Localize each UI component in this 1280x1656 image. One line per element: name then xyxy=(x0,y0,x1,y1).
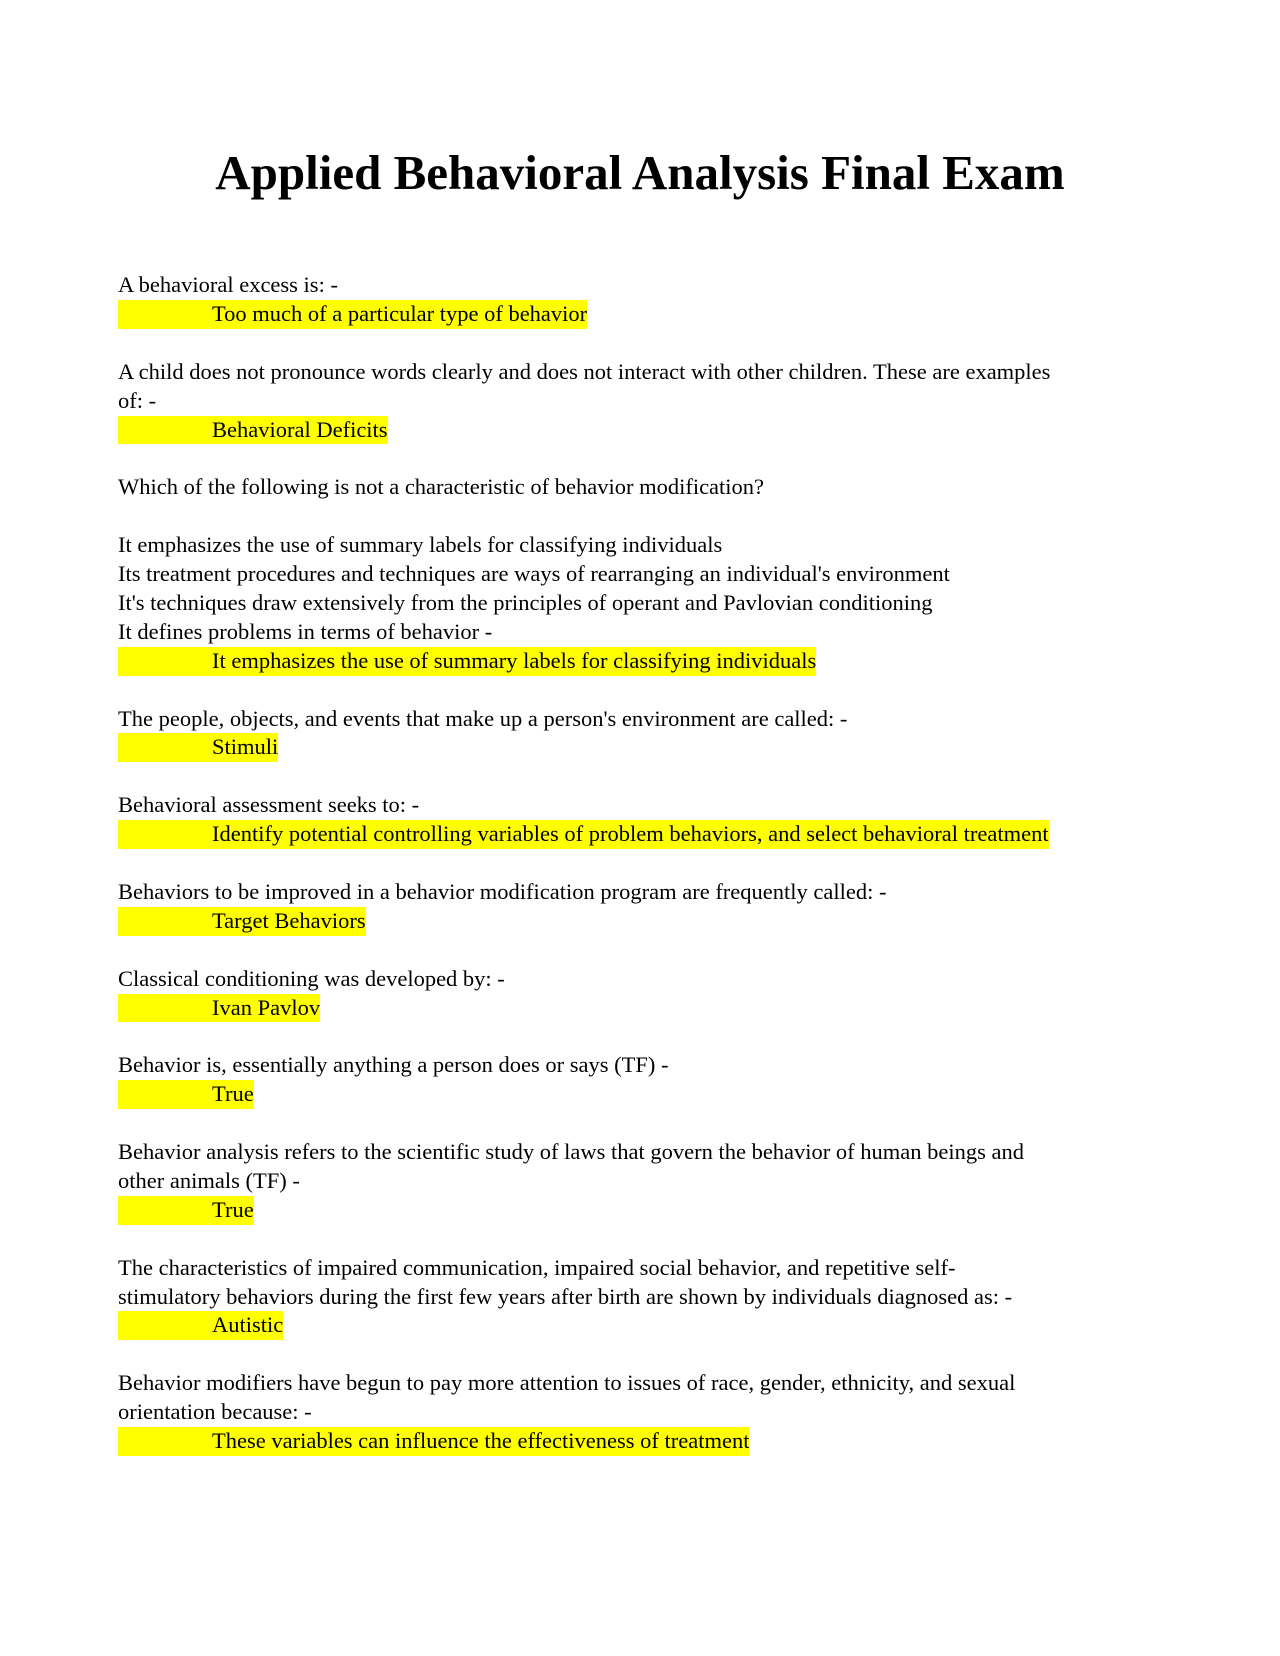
question-text: Which of the following is not a characteristic of behavior modification? xyxy=(118,474,765,500)
highlighted-answer: These variables can influence the effectiveness of treatment xyxy=(118,1427,749,1456)
highlighted-answer: Behavioral Deficits xyxy=(118,416,388,445)
qa-item xyxy=(118,965,1168,1023)
question-text: Classical conditioning was developed by: - xyxy=(118,965,505,991)
qa-list xyxy=(118,271,1168,1485)
question-text: stimulatory behaviors during the first few years after birth are shown by individuals diagnosed as: - xyxy=(118,1283,1013,1309)
highlighted-answer: It emphasizes the use of summary labels for classifying individuals xyxy=(118,647,816,676)
option-text: Its treatment procedures and techniques are ways of rearranging an individual's environment xyxy=(118,561,950,587)
question-text: orientation because: - xyxy=(118,1399,312,1425)
question-text: The characteristics of impaired communication, impaired social behavior, and repetitive self- xyxy=(118,1254,956,1280)
question-text: A child does not pronounce words clearly and does not interact with other children. These are examples xyxy=(118,358,1051,384)
question-text: other animals (TF) - xyxy=(118,1167,300,1193)
qa-item xyxy=(118,1051,1168,1109)
question-text: of: - xyxy=(118,387,157,413)
qa-item xyxy=(118,878,1168,936)
highlighted-answer: Too much of a particular type of behavior xyxy=(118,300,587,329)
highlighted-answer: Identify potential controlling variables of problem behaviors, and select behavioral treatment xyxy=(118,820,1049,849)
qa-item xyxy=(118,705,1168,763)
question-text: Behavioral assessment seeks to: - xyxy=(118,792,420,818)
option-text: It emphasizes the use of summary labels for classifying individuals xyxy=(118,532,723,558)
option-text: It's techniques draw extensively from the principles of operant and Pavlovian conditioning xyxy=(118,589,933,615)
question-text: Behavior analysis refers to the scientific study of laws that govern the behavior of human beings and xyxy=(118,1139,1024,1165)
highlighted-answer: True xyxy=(118,1080,254,1109)
qa-item xyxy=(118,473,1168,502)
question-text: Behavior is, essentially anything a person does or says (TF) - xyxy=(118,1052,669,1078)
question-text: Behaviors to be improved in a behavior modification program are frequently called: - xyxy=(118,878,887,904)
question-text: Behavior modifiers have begun to pay more attention to issues of race, gender, ethnicity, and sexual xyxy=(118,1370,1016,1396)
qa-item xyxy=(118,1254,1168,1341)
qa-item xyxy=(118,531,1168,676)
highlighted-answer: Stimuli xyxy=(118,733,278,762)
highlighted-answer: True xyxy=(118,1196,254,1225)
highlighted-answer: Autistic xyxy=(118,1311,283,1340)
option-text: It defines problems in terms of behavior - xyxy=(118,618,493,644)
qa-item xyxy=(118,791,1168,849)
page-title: Applied Behavioral Analysis Final Exam xyxy=(215,145,1065,200)
qa-item xyxy=(118,1369,1168,1456)
highlighted-answer: Ivan Pavlov xyxy=(118,994,320,1023)
qa-item xyxy=(118,358,1168,445)
qa-item xyxy=(118,1138,1168,1225)
question-text: A behavioral excess is: - xyxy=(118,272,338,297)
highlighted-answer: Target Behaviors xyxy=(118,907,366,936)
question-text: The people, objects, and events that make up a person's environment are called: - xyxy=(118,705,848,731)
qa-item xyxy=(118,271,1168,329)
